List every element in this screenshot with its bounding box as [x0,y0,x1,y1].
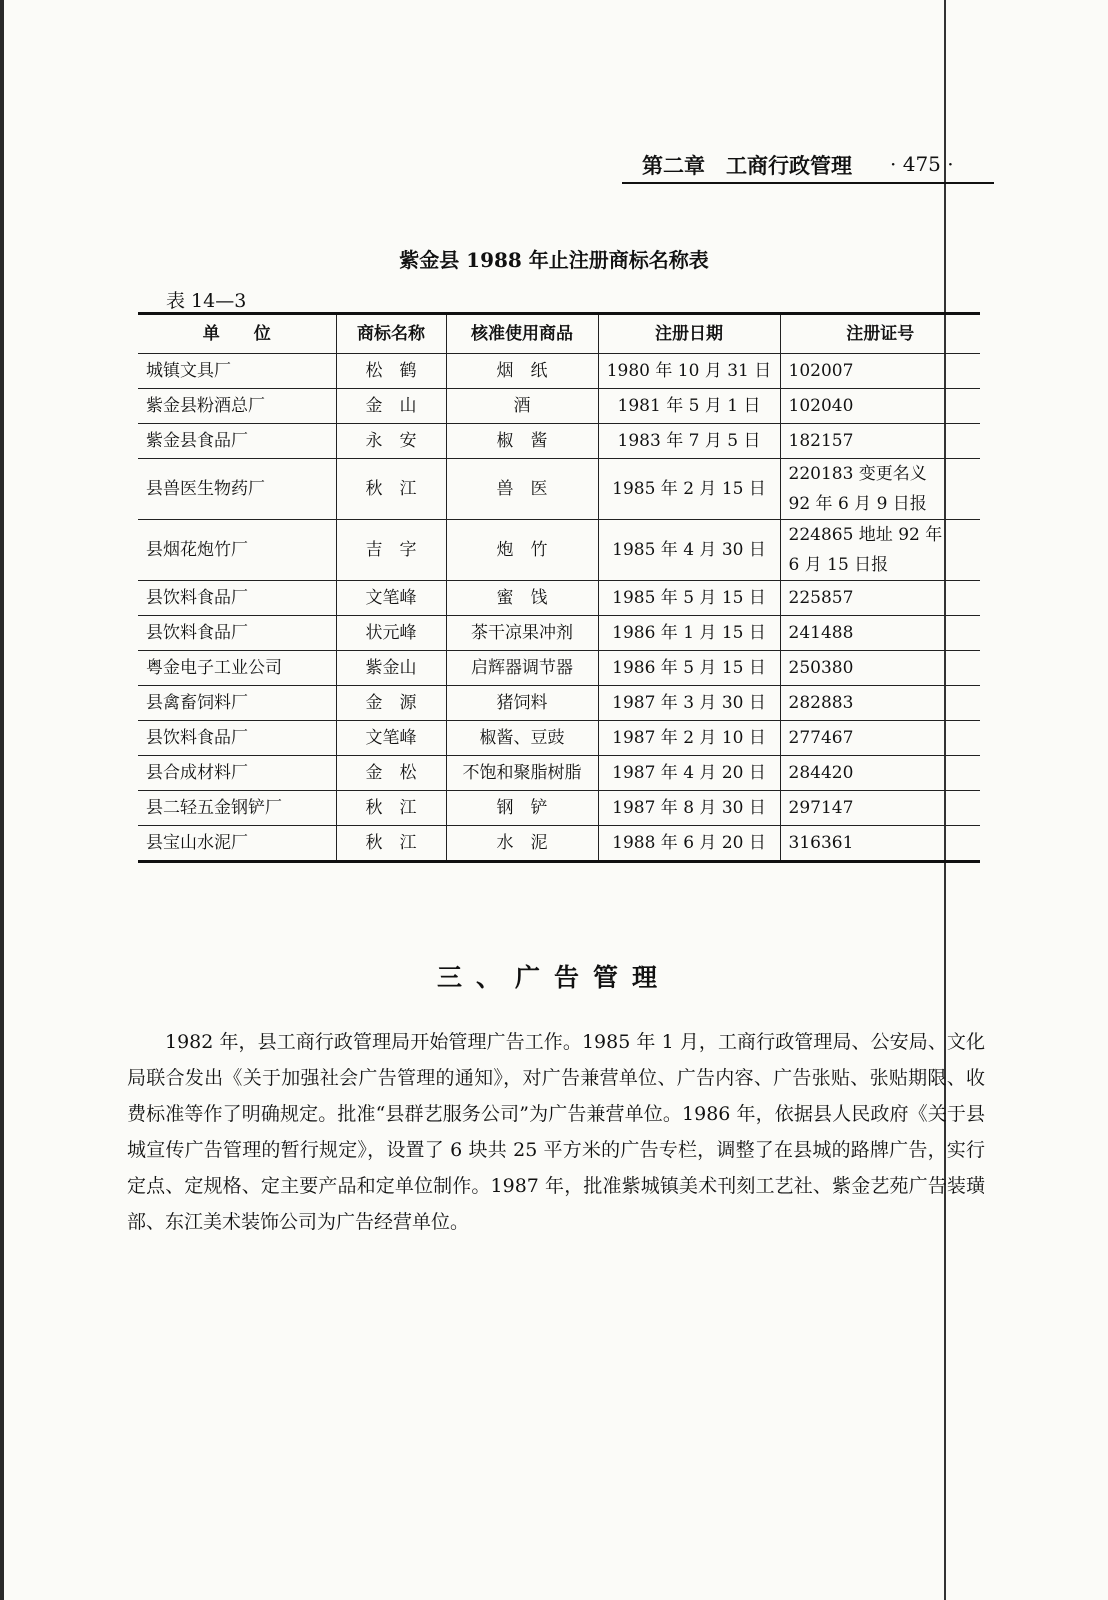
col-header-cert: 注册证号 [780,314,980,354]
col-header-date: 注册日期 [598,314,780,354]
cell-unit: 县饮料食品厂 [138,616,336,651]
cert-note-line: 92 年 6 月 9 日报 [788,494,927,514]
cell-unit: 紫金县粉酒总厂 [138,389,336,424]
cell-cert: 225857 [780,581,980,616]
cell-date: 1987 年 4 月 20 日 [598,756,780,791]
cell-mark: 秋 江 [336,826,446,862]
cell-unit: 县烟花炮竹厂 [138,520,336,581]
cert-number-line: 224865 地址 92 年 [788,525,943,545]
running-header [622,146,994,184]
cell-date: 1985 年 4 月 30 日 [598,520,780,581]
cell-unit: 粤金电子工业公司 [138,651,336,686]
cell-cert: 297147 [780,791,980,826]
cell-date: 1981 年 5 月 1 日 [598,389,780,424]
cell-date: 1987 年 8 月 30 日 [598,791,780,826]
cell-mark: 松 鹤 [336,354,446,389]
cell-goods: 兽 医 [446,459,598,520]
cell-date: 1986 年 1 月 15 日 [598,616,780,651]
cell-cert: 250380 [780,651,980,686]
table-row [138,616,980,651]
table-row [138,520,980,581]
cell-unit: 县饮料食品厂 [138,581,336,616]
cell-goods: 启辉器调节器 [446,651,598,686]
table-row [138,651,980,686]
cell-goods: 炮 竹 [446,520,598,581]
cell-goods: 猪饲料 [446,686,598,721]
cell-goods: 椒酱、豆豉 [446,721,598,756]
table-row [138,581,980,616]
table-header-row [138,314,980,354]
table-row [138,826,980,862]
cell-unit: 县兽医生物药厂 [138,459,336,520]
cell-cert: 182157 [780,424,980,459]
section-title: 三、广告管理 [436,963,671,992]
cert-note-line: 6 月 15 日报 [788,555,889,575]
cell-date: 1988 年 6 月 20 日 [598,826,780,862]
cell-goods: 钢 铲 [446,791,598,826]
cell-cert: 241488 [780,616,980,651]
cell-date: 1985 年 5 月 15 日 [598,581,780,616]
page-number: · 475 · [890,152,954,176]
scan-edge-left [0,0,4,1600]
cell-unit: 县禽畜饲料厂 [138,686,336,721]
cell-mark: 永 安 [336,424,446,459]
cell-unit: 县宝山水泥厂 [138,826,336,862]
table-row [138,791,980,826]
cell-cert: 282883 [780,686,980,721]
table-row [138,459,980,520]
chapter-title: 第二章 工商行政管理 [642,153,852,178]
cert-number-line: 220183 变更名义 [788,464,927,484]
table-row [138,686,980,721]
cell-mark: 秋 江 [336,459,446,520]
cell-mark: 紫金山 [336,651,446,686]
table-label: 表 14—3 [166,290,247,312]
cell-cert [780,459,980,520]
cell-unit: 县饮料食品厂 [138,721,336,756]
cell-unit: 县二轻五金钢铲厂 [138,791,336,826]
table-row [138,721,980,756]
trademark-table [138,312,980,863]
cell-cert: 102040 [780,389,980,424]
col-header-unit: 单 位 [138,314,336,354]
col-header-mark: 商标名称 [336,314,446,354]
cell-mark: 文笔峰 [336,721,446,756]
cell-goods: 椒 酱 [446,424,598,459]
cell-cert: 277467 [780,721,980,756]
cell-cert [780,520,980,581]
cell-date: 1985 年 2 月 15 日 [598,459,780,520]
col-header-goods: 核准使用商品 [446,314,598,354]
table-title: 紫金县 1988 年止注册商标名称表 [399,248,709,272]
cell-goods: 蜜 饯 [446,581,598,616]
table-row [138,389,980,424]
cell-date: 1986 年 5 月 15 日 [598,651,780,686]
cell-unit: 紫金县食品厂 [138,424,336,459]
cell-mark: 吉 字 [336,520,446,581]
cell-mark: 金 山 [336,389,446,424]
cell-unit: 城镇文具厂 [138,354,336,389]
cell-goods: 烟 纸 [446,354,598,389]
cell-date: 1987 年 2 月 10 日 [598,721,780,756]
cell-mark: 状元峰 [336,616,446,651]
cell-goods: 不饱和聚脂树脂 [446,756,598,791]
table-row [138,756,980,791]
section-paragraph: 1982 年，县工商行政管理局开始管理广告工作。1985 年 1 月，工商行政管理局、公安局、文化局联合发出《关于加强社会广告管理的通知》，对广告兼营单位、广告内容、广告张贴、张贴期限、收费标准等作了明确规定。批准“县群艺服务公司”为广告兼营单位。1986 年，依据县人民政府《关于县城宣传广告管理的暂行规定》，设置了 6 块共 25 平方米的广告专栏，调整了在县城的路牌广告，实行定点、定规格、定主要产品和定单位制作。1987 年，批准紫城镇美术刊刻工艺社、紫金艺苑广告装璜部、东江美术装饰公司为广告经营单位。 [127,1031,985,1233]
cell-goods: 酒 [446,389,598,424]
cell-goods: 茶干凉果冲剂 [446,616,598,651]
cell-goods: 水 泥 [446,826,598,862]
cell-mark: 秋 江 [336,791,446,826]
cell-cert: 316361 [780,826,980,862]
cell-mark: 文笔峰 [336,581,446,616]
cell-mark: 金 源 [336,686,446,721]
cell-cert: 284420 [780,756,980,791]
cell-cert: 102007 [780,354,980,389]
table-row [138,424,980,459]
cell-date: 1983 年 7 月 5 日 [598,424,780,459]
cell-mark: 金 松 [336,756,446,791]
cell-date: 1980 年 10 月 31 日 [598,354,780,389]
table-row [138,354,980,389]
cell-unit: 县合成材料厂 [138,756,336,791]
cell-date: 1987 年 3 月 30 日 [598,686,780,721]
